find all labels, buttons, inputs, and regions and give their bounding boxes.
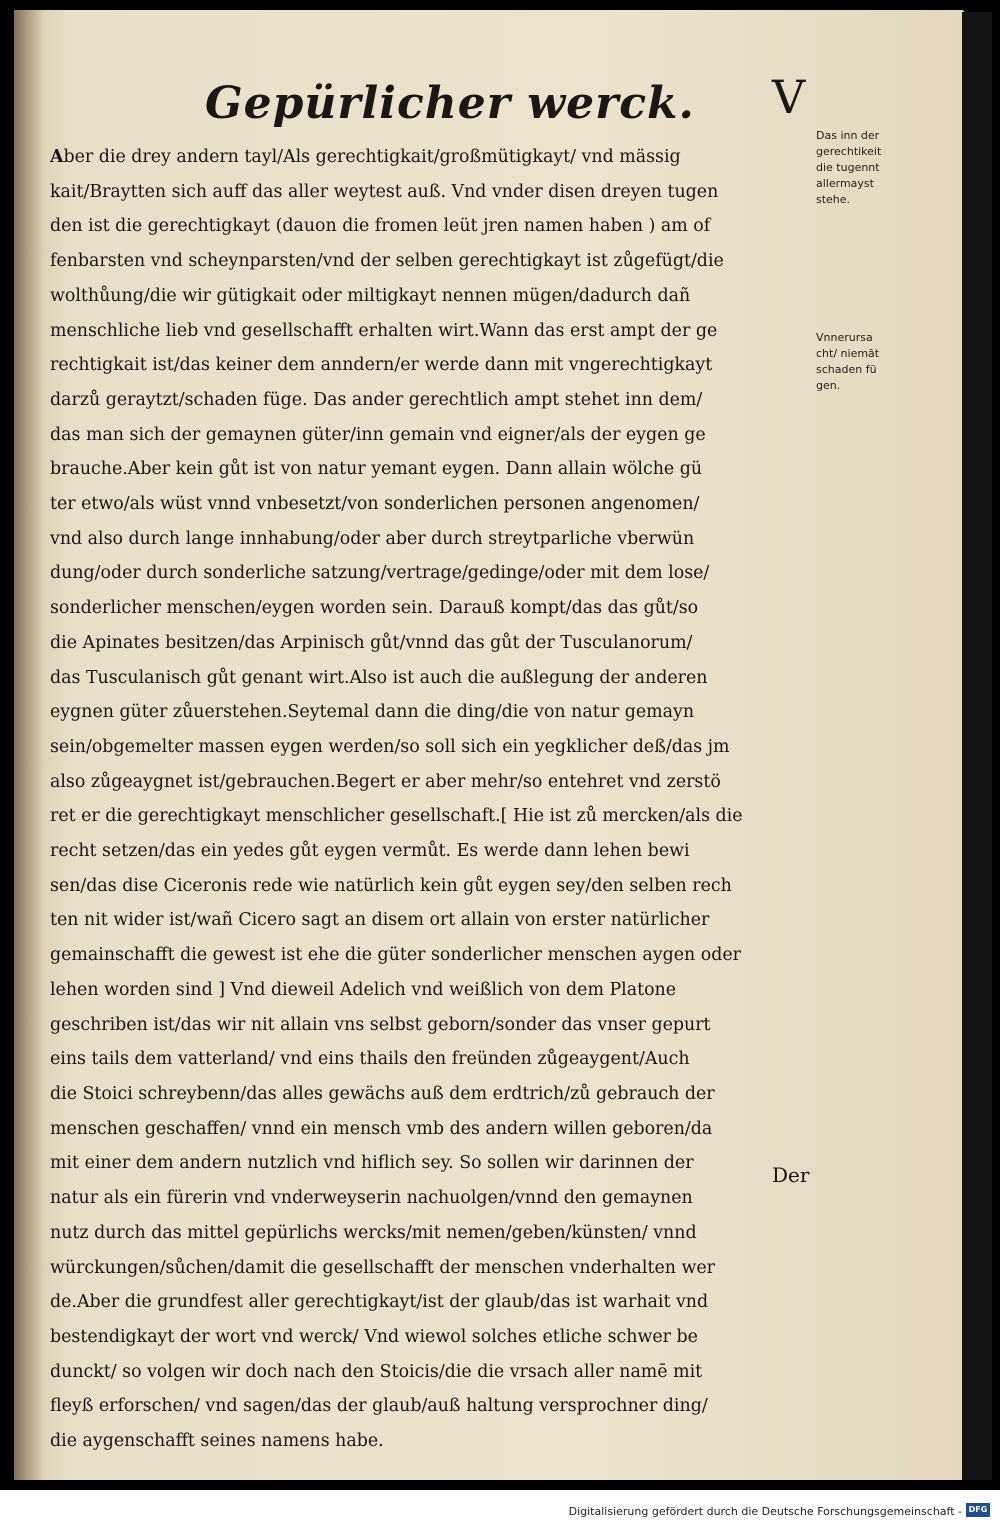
text-line: mit einer dem andern nutzlich vnd hiflich sey. So sollen wir darinnen der (50, 1153, 694, 1174)
text-line: fleyß erforschen/ vnd sagen/das der glaub/auß haltung versprochner ding/ (50, 1396, 708, 1417)
text-line: de.Aber die grundfest aller gerechtigkayt/ist der glaub/das ist warhait vnd (50, 1292, 709, 1313)
text-line: ter etwo/als wüst vnnd vnbesetzt/von sonderlichen personen angenomen/ (50, 494, 700, 515)
margin-note-line: schaden fü (816, 363, 877, 376)
dfg-logo-icon: DFG (966, 1503, 990, 1517)
text-line: vnd also durch lange innhabung/oder aber durch streytparliche vberwün (50, 528, 695, 549)
margin-note-line: gerechtikeit (816, 145, 882, 158)
margin-note-line: gen. (816, 379, 841, 392)
text-line: sein/obgemelter massen eygen werden/so soll sich ein yegklicher deß/das jm (50, 736, 730, 757)
page-edge (962, 12, 992, 1480)
text-line: geschriben ist/das wir nit allain vns selbst geborn/sonder das vnser gepurt (50, 1014, 711, 1035)
text-line: wolthůung/die wir gütigkait oder miltigkayt nennen mügen/dadurch dañ (50, 285, 691, 306)
text-line: natur als ein fürerin vnd vnderweyserin nachuolgen/vnnd den gemaynen (50, 1188, 693, 1209)
catchword: Der (772, 1163, 810, 1187)
margin-note-line: Das inn der (816, 129, 880, 142)
main-text-block (50, 140, 812, 1459)
text-line: darzů geraytzt/schaden füge. Das ander gerechtlich ampt stehet inn dem/ (50, 389, 703, 410)
text-line: gemainschafft die gewest ist ehe die güter sonderlicher menschen aygen oder (50, 945, 741, 966)
text-line: ret er die gerechtigkayt menschlicher gesellschaft.[ Hie ist zů mercken/als die (50, 806, 743, 827)
text-line: recht setzen/das ein yedes gůt eygen vermůt. Es werde dann lehen bewi (50, 841, 690, 862)
page-gutter-shadow (14, 10, 44, 1480)
running-title: Gepürlicher werck. (205, 78, 695, 129)
text-line: bestendigkayt der wort vnd werck/ Vnd wiewol solches etliche schwer be (50, 1326, 698, 1347)
text-line: die Apinates besitzen/das Arpinisch gůt/vnnd das gůt der Tusculanorum/ (50, 632, 693, 653)
margin-note-line: die tugennt (816, 161, 880, 174)
text-line: das man sich der gemaynen güter/inn gemain vnd eigner/als der eygen ge (50, 424, 706, 445)
text-line: eins tails dem vatterland/ vnd eins thails den freünden zůgeaygent/Auch (50, 1049, 690, 1070)
text-line: ten nit wider ist/wañ Cicero sagt an disem ort allain von erster natürlicher (50, 910, 710, 931)
text-line: die Stoici schreybenn/das alles gewächs auß dem erdtrich/zů gebrauch der (50, 1083, 715, 1104)
text-line: sonderlicher menschen/eygen worden sein. Darauß kompt/das das gůt/so (50, 598, 699, 619)
margin-note-line: cht/ niemāt (816, 347, 880, 360)
margin-note-line: stehe. (816, 193, 851, 206)
margin-note-line: Vnnerursa (816, 331, 873, 344)
text-line: brauche.Aber kein gůt ist von natur yemant eygen. Dann allain wölche gü (50, 459, 703, 480)
text-line: die aygenschafft seines namens habe. (50, 1431, 384, 1452)
footer-credit: Digitalisierung gefördert durch die Deutsche Forschungsgemeinschaft - (568, 1505, 962, 1518)
text-line: fenbarsten vnd scheynparsten/vnd der selben gerechtigkayt ist zůgefügt/die (50, 251, 724, 272)
margin-note-2 (816, 330, 902, 394)
margin-note-1 (816, 128, 902, 208)
text-line: sen/das dise Ciceronis rede wie natürlich kein gůt eygen sey/den selben rech (50, 875, 732, 896)
text-line: würckungen/sůchen/damit die gesellschafft der menschen vnderhalten wer (50, 1257, 715, 1278)
text-line: dunckt/ so volgen wir doch nach den Stoicis/die die vrsach aller namē mit (50, 1361, 703, 1382)
text-line: nutz durch das mittel gepürlichs wercks/mit nemen/geben/künsten/ vnnd (50, 1222, 697, 1243)
margin-note-line: allermayst (816, 177, 874, 190)
folio-number: V (772, 70, 806, 124)
text-line: menschliche lieb vnd gesellschafft erhalten wirt.Wann das erst ampt der ge (50, 320, 718, 341)
text-line: dung/oder durch sonderliche satzung/vertrage/gedinge/oder mit dem lose/ (50, 563, 710, 584)
text-line: rechtigkait ist/das keiner dem anndern/er werde dann mit vngerechtigkayt (50, 355, 713, 376)
text-line: eygnen güter zůuerstehen.Seytemal dann die ding/die von natur gemayn (50, 702, 695, 723)
text-line: menschen geschaffen/ vnnd ein mensch vmb des andern willen geboren/da (50, 1118, 713, 1139)
text-line: kait/Braytten sich auff das aller weytest auß. Vnd vnder disen dreyen tugen (50, 181, 719, 202)
text-line: Aber die drey andern tayl/Als gerechtigkait/großmütigkayt/ vnd mässig (50, 147, 681, 167)
text-line: den ist die gerechtigkayt (dauon die fromen leüt jren namen haben ) am of (50, 216, 711, 237)
text-line: lehen worden sind ] Vnd dieweil Adelich vnd weißlich von dem Platone (50, 979, 677, 1000)
text-line: also zůgeaygnet ist/gebrauchen.Begert er aber mehr/so entehret vnd zerstö (50, 771, 721, 792)
text-line: das Tusculanisch gůt genant wirt.Also ist auch die außlegung der anderen (50, 667, 708, 688)
